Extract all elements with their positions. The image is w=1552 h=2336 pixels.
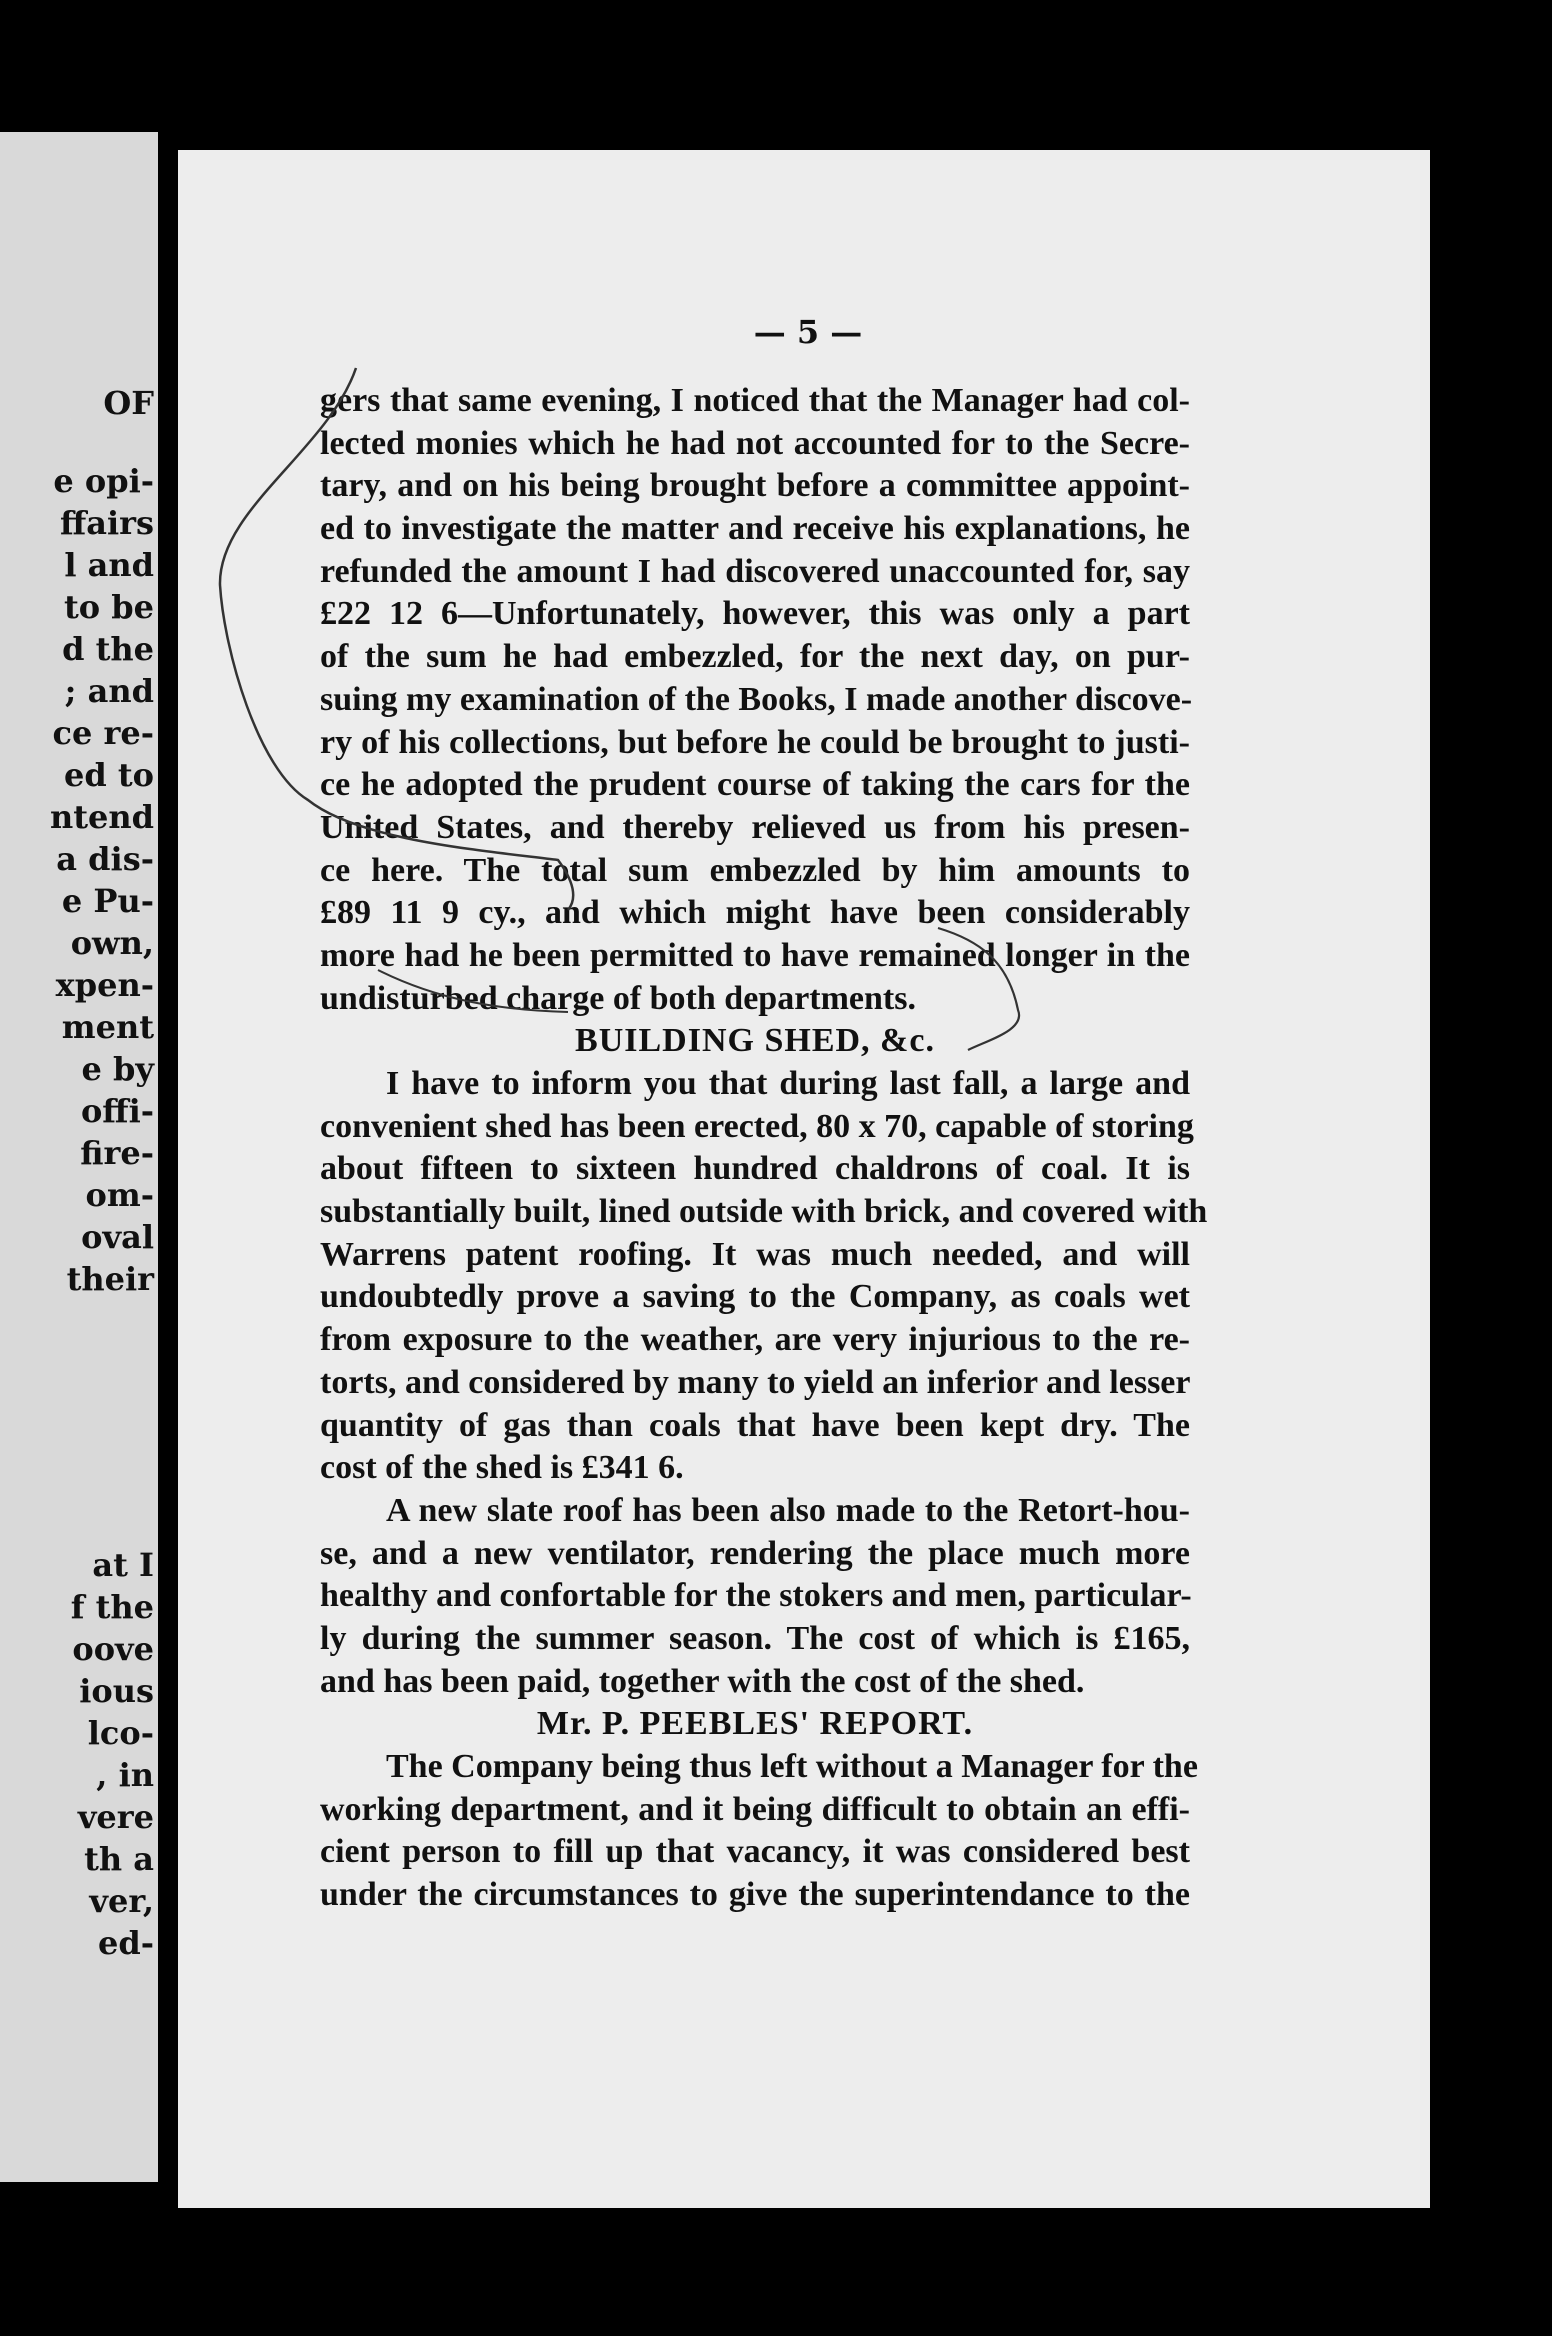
left-fragment-line: their [66, 1260, 154, 1298]
paragraph-peebles [320, 1746, 1198, 1917]
text-line: undoubtedly prove a saving to the Company, as coals wet [320, 1278, 1190, 1316]
text-line: ly during the summer season. The cost of which is £165, [320, 1619, 1190, 1657]
left-fragment-line: ed- [97, 1924, 154, 1962]
text-line: undisturbed charge of both departments. [320, 979, 916, 1017]
text-line: tary, and on his being brought before a committee appoint- [320, 467, 1190, 505]
text-line: torts, and considered by many to yield an inferior and lesser [320, 1363, 1191, 1401]
right-page [178, 150, 1430, 2208]
text-line: The Company being thus left without a Manager for the [386, 1748, 1198, 1785]
text-line: cient person to fill up that vacancy, it was considered best [320, 1833, 1190, 1871]
left-fragment-line: oval [81, 1218, 154, 1256]
text-line: Warrens patent roofing. It was much needed, and will [320, 1235, 1190, 1273]
left-fragment-line: offi- [80, 1092, 154, 1130]
text-line: ed to investigate the matter and receive his explanations, he [320, 510, 1190, 548]
section-heading-peebles-report: Mr. P. PEEBLES' REPORT. [536, 1705, 974, 1743]
left-fragment-line: e Pu- [61, 882, 154, 920]
text-line: United States, and thereby relieved us from his presen- [320, 808, 1190, 846]
left-fragment-line: to be [64, 588, 154, 626]
text-line: £89 11 9 cy., and which might have been considerably [320, 894, 1190, 932]
text-line: se, and a new ventilator, rendering the place much more [320, 1534, 1190, 1572]
left-fragment-line: lco- [87, 1714, 154, 1752]
left-fragment-line: ; and [64, 672, 154, 710]
left-fragment-line: ce re- [52, 714, 154, 752]
paragraph-roof [320, 1490, 1190, 1703]
left-fragment-line: f the [70, 1588, 154, 1626]
text-line: healthy and confortable for the stokers and men, particular- [320, 1577, 1192, 1615]
paragraph-embezzlement [320, 380, 1193, 1020]
text-line: more had he been permitted to have remained longer in the [320, 936, 1190, 974]
left-fragment-line: , in [96, 1756, 154, 1794]
left-fragment-line: ed to [64, 756, 154, 794]
text-line: substantially built, lined outside with brick, and covered with [320, 1193, 1208, 1231]
text-line: lected monies which he had not accounted for to the Secre- [320, 424, 1190, 462]
text-line: refunded the amount I had discovered unaccounted for, say [320, 552, 1190, 590]
left-fragment-line: xpen- [55, 966, 154, 1004]
text-line: of the sum he had embezzled, for the next day, on pur- [320, 638, 1190, 676]
left-fragment-line: ious [79, 1672, 154, 1710]
paragraph-shed [320, 1063, 1208, 1490]
text-line: convenient shed has been erected, 80 x 70, capable of storing [320, 1107, 1194, 1145]
left-fragment-line: ment [61, 1008, 154, 1046]
left-fragment-line: ntend [49, 798, 154, 836]
text-line: and has been paid, together with the cost of the shed. [320, 1662, 1085, 1700]
left-fragment-line: ffairs [59, 504, 154, 542]
body-text [320, 380, 1208, 1917]
text-line: working department, and it being difficult to obtain an effi- [320, 1790, 1190, 1828]
text-line: quantity of gas than coals that have been kept dry. The [320, 1406, 1190, 1444]
text-line: ry of his collections, but before he could be brought to justi- [320, 723, 1190, 761]
left-fragment-line: fire- [80, 1134, 154, 1172]
left-fragment-line: vere [77, 1798, 154, 1836]
left-fragment-line: th a [84, 1840, 154, 1878]
text-line: suing my examination of the Books, I made another discove- [320, 680, 1193, 718]
book-gutter [160, 132, 178, 2202]
left-fragment-line: oove [72, 1630, 154, 1668]
left-fragment-line: a dis- [56, 840, 154, 878]
text-line: ce here. The total sum embezzled by him amounts to [320, 851, 1190, 889]
text-line: ce he adopted the prudent course of taking the cars for the [320, 766, 1190, 804]
left-fragment-line: e opi- [53, 462, 154, 500]
left-fragment-line: at I [92, 1546, 154, 1584]
page-number: — 5 — [753, 313, 863, 351]
text-line: under the circumstances to give the superintendance to the [320, 1876, 1190, 1914]
left-fragment-line: l and [64, 546, 154, 584]
left-fragment-line: om- [85, 1176, 154, 1214]
text-line: from exposure to the weather, are very injurious to the re- [320, 1321, 1190, 1359]
text-line: £22 12 6—Unfortunately, however, this was only a part [320, 595, 1190, 633]
left-fragment-line: ver, [89, 1882, 154, 1920]
left-fragment-line: OF [103, 384, 154, 422]
text-line: about fifteen to sixteen hundred chaldrons of coal. It is [320, 1150, 1190, 1188]
text-line: A new slate roof has been also made to the Retort-hou- [386, 1491, 1190, 1529]
section-heading-building-shed: BUILDING SHED, &c. [575, 1022, 935, 1060]
left-fragment-line: d the [62, 630, 154, 668]
text-line: I have to inform you that during last fall, a large and [386, 1065, 1190, 1102]
left-fragment-line: own, [70, 924, 154, 962]
left-page-fragment [0, 132, 158, 2182]
text-line: gers that same evening, I noticed that the Manager had col- [320, 382, 1190, 419]
left-fragment-line: e by [81, 1050, 154, 1088]
text-line: cost of the shed is £341 6. [320, 1449, 684, 1487]
